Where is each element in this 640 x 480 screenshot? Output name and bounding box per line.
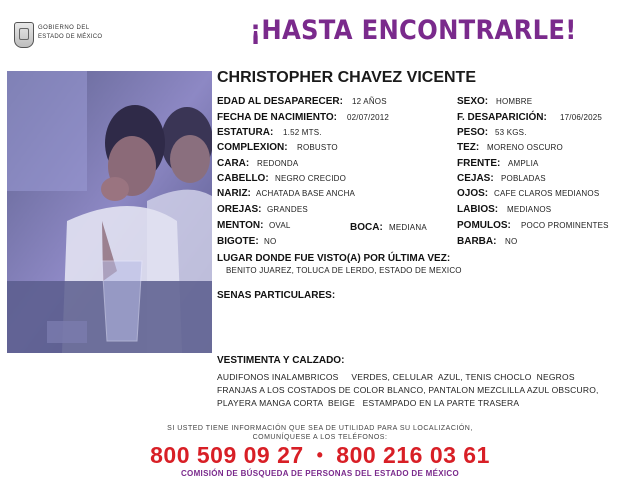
phone-1[interactable]: 800 509 09 27 <box>150 442 304 468</box>
sexo-value: HOMBRE <box>496 97 533 106</box>
lugar-value: BENITO JUAREZ, TOLUCA DE LERDO, ESTADO DE MEXICO <box>226 266 462 275</box>
cabello-label: CABELLO: <box>217 173 269 184</box>
pomulos-label: POMULOS: <box>457 220 511 231</box>
photo-illustration <box>7 71 212 353</box>
tez-label: TEZ: <box>457 142 480 153</box>
orejas-value: GRANDES <box>267 205 308 214</box>
boca-label: BOCA: <box>350 222 383 233</box>
bigote-value: NO <box>264 237 277 246</box>
sexo-label: SEXO: <box>457 96 489 107</box>
complexion-value: ROBUSTO <box>297 143 338 152</box>
phone-numbers <box>0 442 640 469</box>
vestimenta-line: FRANJAS A LOS COSTADOS DE COLOR BLANCO, PANTALON MEZCLILLA AZUL OBSCURO, <box>217 385 599 395</box>
senas-label: SENAS PARTICULARES: <box>217 290 336 301</box>
bigote-label: BIGOTE: <box>217 236 259 247</box>
logo-line2: ESTADO DE MÉXICO <box>38 34 103 40</box>
tez-value: MORENO OSCURO <box>487 143 563 152</box>
person-name: CHRISTOPHER CHAVEZ VICENTE <box>217 69 476 86</box>
menton-label: MENTON: <box>217 220 264 231</box>
barba-label: BARBA: <box>457 236 497 247</box>
vestimenta-text <box>217 371 617 410</box>
missing-person-photo <box>7 71 212 353</box>
vestimenta-label: VESTIMENTA Y CALZADO: <box>217 355 345 366</box>
lugar-label: LUGAR DONDE FUE VISTO(A) POR ÚLTIMA VEZ: <box>217 253 451 264</box>
cabello-value: NEGRO CRECIDO <box>275 174 347 183</box>
nacimiento-label: FECHA DE NACIMIENTO: <box>217 112 337 123</box>
barba-value: NO <box>505 237 518 246</box>
menton-value: OVAL <box>269 221 291 230</box>
frente-label: FRENTE: <box>457 158 501 169</box>
complexion-label: COMPLEXION: <box>217 142 288 153</box>
estatura-label: ESTATURA: <box>217 127 274 138</box>
cejas-value: POBLADAS <box>501 174 546 183</box>
labios-label: LABIOS: <box>457 204 499 215</box>
ojos-value: CAFE CLAROS MEDIANOS <box>494 189 600 198</box>
boca-value: MEDIANA <box>389 223 427 232</box>
ojos-label: OJOS: <box>457 188 489 199</box>
edad-value: 12 AÑOS <box>352 97 387 106</box>
labios-value: MEDIANOS <box>507 205 552 214</box>
edad-label: EDAD AL DESAPARECER: <box>217 96 343 107</box>
desaparicion-value: 17/06/2025 <box>560 113 603 122</box>
phone-2[interactable]: 800 216 03 61 <box>336 442 490 468</box>
info-line2: COMUNÍQUESE A LOS TELÉFONOS: <box>252 434 388 441</box>
peso-label: PESO: <box>457 127 489 138</box>
nariz-value: ACHATADA BASE ANCHA <box>256 189 356 198</box>
orejas-label: OREJAS: <box>217 204 262 215</box>
government-logo <box>14 22 134 48</box>
cejas-label: CEJAS: <box>457 173 494 184</box>
peso-value: 53 KGS. <box>495 128 527 137</box>
info-line1: SI USTED TIENE INFORMACIÓN QUE SEA DE UTILIDAD PARA SU LOCALIZACIÓN, <box>167 425 473 432</box>
estatura-value: 1.52 MTS. <box>283 128 322 137</box>
cara-value: REDONDA <box>257 159 299 168</box>
cara-label: CARA: <box>217 158 250 169</box>
frente-value: AMPLIA <box>508 159 539 168</box>
commission-name: COMISIÓN DE BÚSQUEDA DE PERSONAS DEL ESTADO DE MÉXICO <box>180 469 459 478</box>
headline: ¡HASTA ENCONTRARLE! <box>250 15 577 46</box>
vestimenta-line: PLAYERA MANGA CORTA BEIGE ESTAMPADO EN LA PARTE TRASERA <box>217 398 520 408</box>
vestimenta-line: AUDIFONOS INALAMBRICOS VERDES, CELULAR AZUL, TENIS CHOCLO NEGROS <box>217 372 575 382</box>
pomulos-value: POCO PROMINENTES <box>521 221 609 230</box>
coat-of-arms-icon <box>14 22 34 48</box>
logo-line1: GOBIERNO DEL <box>38 25 90 31</box>
nacimiento-value: 02/07/2012 <box>347 113 390 122</box>
desaparicion-label: F. DESAPARICIÓN: <box>457 112 547 123</box>
phone-separator: • <box>316 445 324 465</box>
nariz-label: NARIZ: <box>217 188 251 199</box>
